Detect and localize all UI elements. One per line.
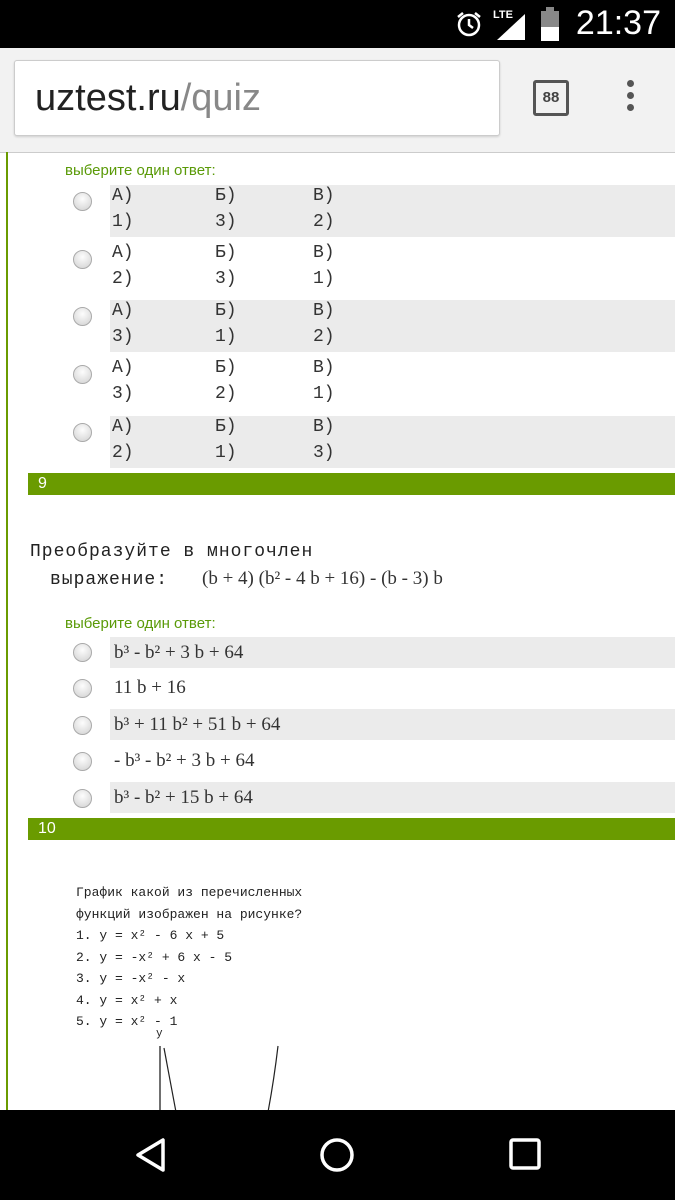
question-text-label: выражение: bbox=[50, 570, 169, 590]
network-label: LTE bbox=[493, 9, 513, 21]
radio-button[interactable] bbox=[73, 643, 92, 662]
question-number-bar bbox=[28, 818, 675, 840]
radio-button[interactable] bbox=[73, 716, 92, 735]
browser-toolbar bbox=[0, 48, 675, 153]
left-border-line bbox=[6, 152, 8, 1110]
curve-right-branch bbox=[268, 1046, 278, 1110]
back-icon[interactable] bbox=[133, 1137, 169, 1173]
question-number: 9 bbox=[38, 475, 47, 492]
function-graph bbox=[140, 1040, 300, 1110]
alarm-icon bbox=[455, 10, 483, 38]
url-domain: uztest.ru bbox=[35, 77, 181, 119]
answer-option[interactable]: - b³ - b² + 3 b + 64 bbox=[114, 750, 255, 771]
question-text: Преобразуйте в многочлен bbox=[30, 542, 314, 562]
quiz-content bbox=[0, 152, 675, 1110]
radio-button[interactable] bbox=[73, 365, 92, 384]
answer-option[interactable]: b³ + 11 b² + 51 b + 64 bbox=[110, 709, 675, 740]
radio-button[interactable] bbox=[73, 789, 92, 808]
recents-icon[interactable] bbox=[508, 1137, 542, 1171]
radio-button[interactable] bbox=[73, 250, 92, 269]
question-text-block: График какой из перечисленных функций изображен на рисунке? 1. y = x² - 6 x + 5 2. y = -x² + 6 x - 5 3. y = -x² - x 4. y = x² + x 5. y = x² - 1 bbox=[76, 885, 303, 1029]
question-expression: (b + 4) (b² - 4 b + 16) - (b - 3) b bbox=[202, 568, 443, 589]
url-path: /quiz bbox=[180, 77, 262, 119]
graph-axis-label: y bbox=[156, 1028, 163, 1040]
signal-icon bbox=[495, 12, 527, 40]
radio-button[interactable] bbox=[73, 679, 92, 698]
home-icon[interactable] bbox=[319, 1137, 355, 1173]
url-text[interactable] bbox=[35, 77, 261, 120]
tab-switcher-button[interactable]: 88 bbox=[533, 80, 569, 116]
status-bar bbox=[0, 0, 675, 48]
radio-button[interactable] bbox=[73, 423, 92, 442]
menu-icon[interactable] bbox=[620, 80, 640, 116]
answer-option[interactable]: А) Б) В) 3) 1) 2) bbox=[110, 300, 675, 352]
answer-hint: выберите один ответ: bbox=[65, 162, 216, 179]
radio-button[interactable] bbox=[73, 192, 92, 211]
answer-option[interactable]: А) Б) В) 2) 3) 1) bbox=[112, 243, 335, 289]
clock-time: 21:37 bbox=[575, 4, 661, 42]
question-number-bar bbox=[28, 473, 675, 495]
answer-option[interactable]: b³ - b² + 3 b + 64 bbox=[110, 637, 675, 668]
answer-hint: выберите один ответ: bbox=[65, 615, 216, 632]
answer-option[interactable]: b³ - b² + 15 b + 64 bbox=[110, 782, 675, 813]
radio-button[interactable] bbox=[73, 752, 92, 771]
system-nav-bar bbox=[0, 1110, 675, 1200]
curve-left-branch bbox=[164, 1048, 176, 1110]
address-bar[interactable] bbox=[14, 60, 500, 136]
answer-option[interactable]: А) Б) В) 3) 2) 1) bbox=[112, 358, 335, 404]
answer-option[interactable]: А) Б) В) 1) 3) 2) bbox=[110, 185, 675, 237]
answer-option[interactable]: 11 b + 16 bbox=[114, 677, 186, 698]
radio-button[interactable] bbox=[73, 307, 92, 326]
battery-icon bbox=[540, 7, 560, 41]
answer-option[interactable]: А) Б) В) 2) 1) 3) bbox=[110, 416, 675, 468]
question-number: 10 bbox=[38, 820, 56, 837]
